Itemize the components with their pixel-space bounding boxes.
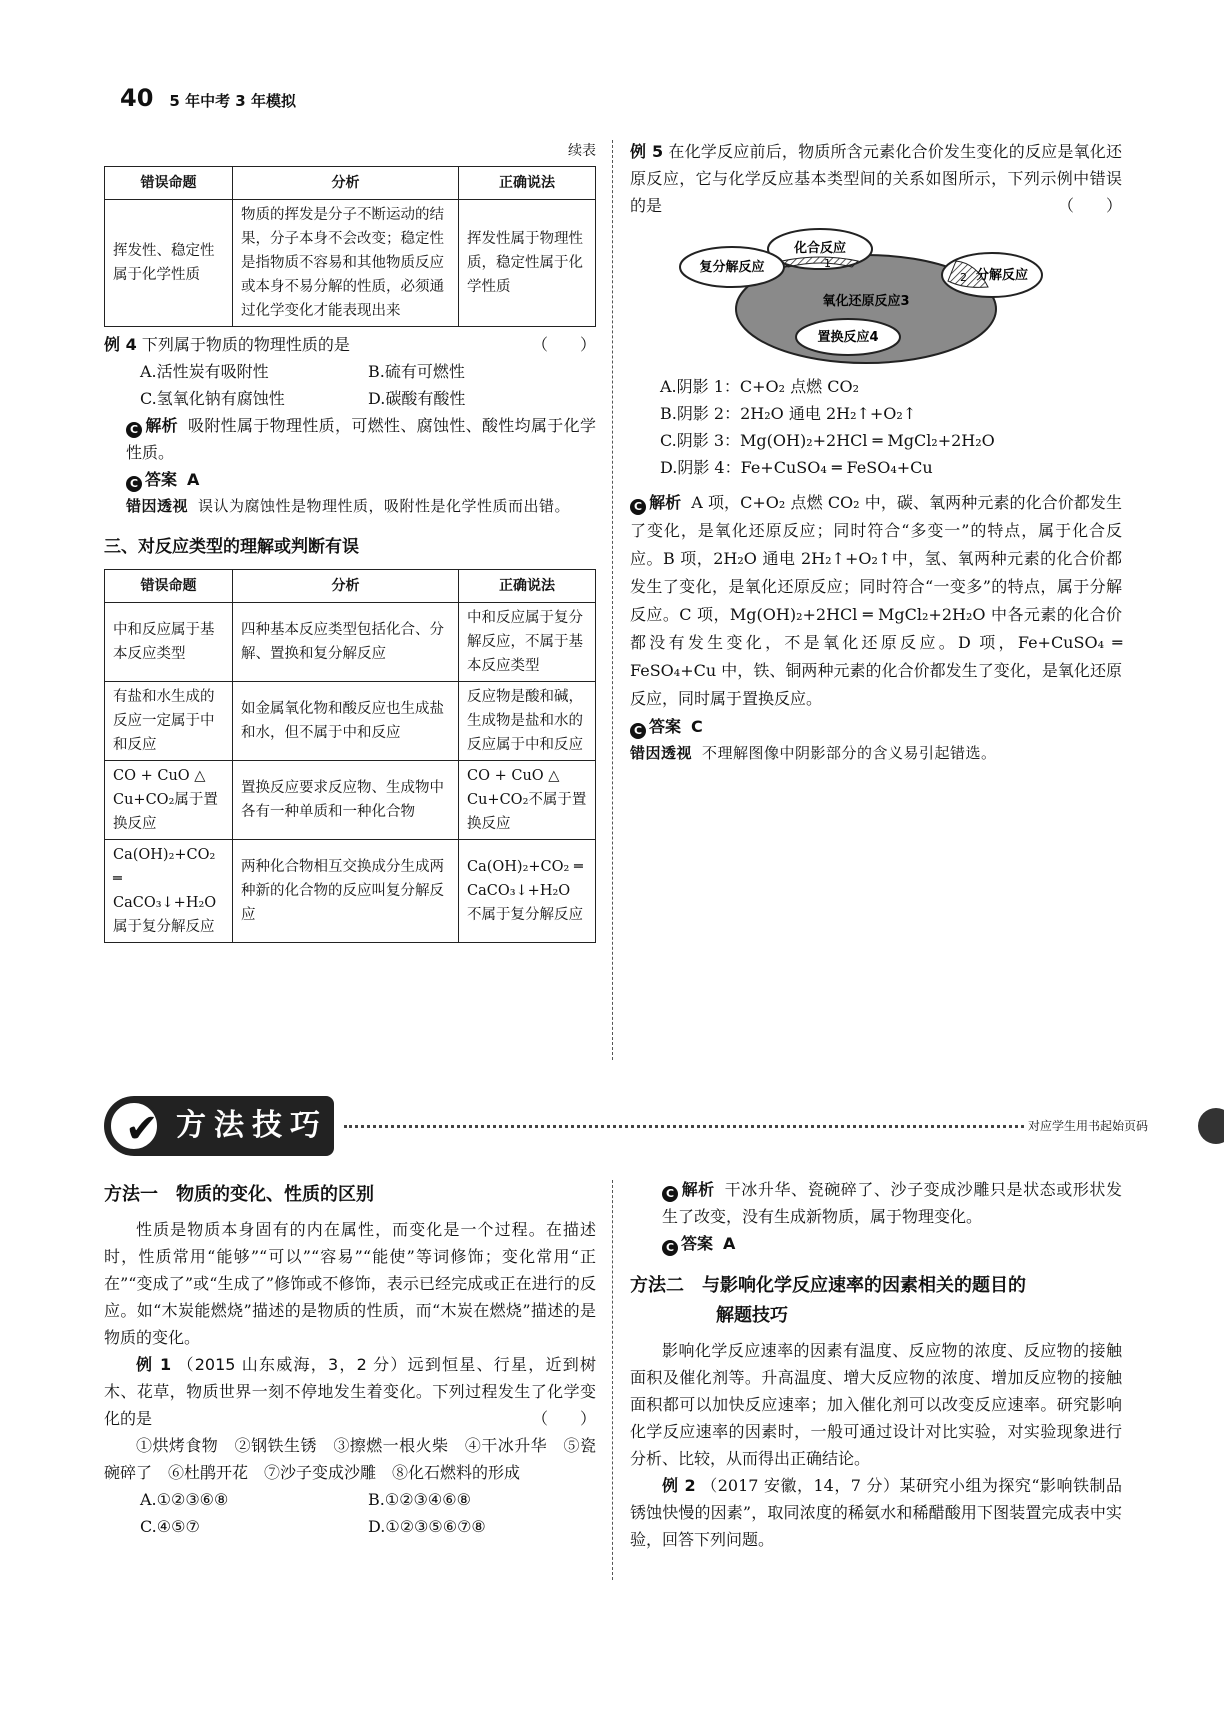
table-cell: CO + CuO △ Cu+CO₂属于置换反应: [105, 761, 233, 840]
section-title: 三、对反应类型的理解或判断有误: [104, 537, 359, 557]
table-header: 错误命题: [105, 570, 233, 603]
shade-2-mark: 2: [960, 271, 967, 284]
table-row: [105, 682, 596, 761]
table-row: [105, 761, 596, 840]
method-title: 方法一 物质的变化、性质的区别: [104, 1184, 374, 1205]
method-body: 性质是物质本身固有的内在属性，而变化是一个过程。在描述时，性质常用“能够”“可以”“容易”“能使”等词修饰；变化常用“正在”“变成了”或“生成了”修饰或不修饰，表示已经完成或正在进行的反应。如“木炭能燃烧”描述的是物质的性质，而“木炭在燃烧”描述的是物质的变化。: [104, 1220, 596, 1347]
diagram-svg: [660, 225, 1120, 365]
column-divider: [612, 140, 613, 1060]
reaction-type-diagram: [660, 225, 1120, 365]
question-text: 某研究小组为探究“影响铁制品锈蚀快慢的因素”，取同浓度的稀氨水和稀醋酸用下图装置完成表中实验，回答下列问题。: [630, 1476, 1122, 1549]
table-cell: 中和反应属于复分解反应，不属于基本反应类型: [459, 603, 596, 682]
method-title-line2: 解题技巧: [716, 1305, 788, 1326]
banner-circle: [108, 1100, 160, 1152]
table-cell: CO + CuO △ Cu+CO₂不属于置换反应: [459, 761, 596, 840]
option: C.氢氧化钠有腐蚀性: [140, 389, 285, 408]
decomposition-label: 分解反应: [975, 268, 1029, 283]
error-text: 不理解图像中阴影部分的含义易引起错选。: [702, 744, 997, 762]
question-text: 远到恒星、行星，近到树木、花草，物质世界一刻不停地发生着变化。下列过程发生了化学变化的是: [104, 1355, 596, 1428]
analysis: [104, 412, 596, 466]
method-body: 影响化学反应速率的因素有温度、反应物的浓度、反应物的接触面积及催化剂等。升高温度、增大反应物的浓度、增加反应物的接触面积都可以加快反应速率；加入催化剂可以改变反应速率。研究影响化学反应速率的因素时，一般可通过设计对比实验，对实验现象进行分析、比较，从而得出正确结论。: [630, 1341, 1122, 1468]
table-row: [105, 200, 596, 327]
table-cell: Ca(OH)₂+CO₂ ═ CaCO₃↓+H₂O 不属于复分解反应: [459, 840, 596, 943]
table-header: 正确说法: [459, 167, 596, 200]
options-row: [104, 1486, 596, 1513]
method-title: 方法二 与影响化学反应速率的因素相关的题目的: [630, 1275, 1026, 1296]
analysis: [630, 489, 1122, 713]
answer: [630, 1230, 1122, 1257]
example-label: 例 2: [662, 1476, 696, 1495]
banner-note: 对应学生用书起始页码: [1028, 1119, 1149, 1133]
left-column-bottom: [104, 1180, 596, 1540]
combination-label: 化合反应: [793, 241, 847, 256]
option: A.活性炭有吸附性: [140, 362, 269, 381]
analysis-text: 干冰升华、瓷碗碎了、沙子变成沙雕只是状态或形状发生了改变，没有生成新物质，属于物理变化。: [662, 1180, 1122, 1226]
table-cell: 中和反应属于基本反应类型: [105, 603, 233, 682]
example1-question: [104, 1351, 596, 1432]
error-note: [104, 493, 596, 520]
banner-dot-icon: [1198, 1108, 1224, 1144]
table-row: [105, 603, 596, 682]
table-cell: 挥发性属于物理性质，稳定性属于化学性质: [459, 200, 596, 327]
table-header: 错误命题: [105, 167, 233, 200]
table-header: 正确说法: [459, 570, 596, 603]
example-label: 例 1: [136, 1355, 172, 1374]
answer-value: A: [187, 470, 200, 489]
error-table-1: [104, 166, 596, 327]
table-cell: 物质的挥发是分子不断运动的结果，分子本身不会改变；稳定性是指物质不容易和其他物质反应或本身不易分解的性质，必须通过化学变化才能表现出来: [233, 200, 459, 327]
analysis-tag: 解析: [649, 493, 682, 512]
continued-label: 续表: [568, 143, 596, 159]
redox-label: 氧化还原反应3: [822, 294, 910, 309]
option: D.阴影 4：Fe+CuSO₄ ═ FeSO₄+Cu: [660, 458, 933, 477]
column-divider: [612, 1180, 613, 1580]
answer-icon: C: [126, 476, 142, 492]
option: C.阴影 3：Mg(OH)₂+2HCl ═ MgCl₂+2H₂O: [660, 431, 995, 450]
example-source: （2015 山东威海，3，2 分）: [177, 1355, 408, 1374]
table-cell: 挥发性、稳定性属于化学性质: [105, 200, 233, 327]
example-label: 例 5: [630, 142, 664, 161]
options-row: [104, 1513, 596, 1540]
example2-question: [630, 1472, 1122, 1553]
right-column-bottom: [630, 1176, 1122, 1553]
answer-value: C: [691, 717, 703, 736]
table-row: [105, 840, 596, 943]
answer: [104, 466, 596, 493]
analysis-text: 吸附性属于物理性质，可燃性、腐蚀性、酸性均属于化学性质。: [126, 416, 596, 462]
answer-tag: 答案: [681, 1234, 714, 1253]
answer-icon: C: [662, 1240, 678, 1256]
example-source: （2017 安徽，14，7 分）: [701, 1476, 900, 1495]
banner-dotted-line: [344, 1125, 1024, 1128]
option: A.①②③⑥⑧: [140, 1490, 229, 1509]
methods-banner: [104, 1096, 1149, 1156]
error-text: 误认为腐蚀性是物理性质，吸附性是化学性质而出错。: [198, 497, 571, 515]
error-tag: 错因透视: [630, 744, 693, 762]
option: B.硫有可燃性: [368, 362, 465, 381]
book-title: 5 年中考 3 年模拟: [169, 92, 296, 110]
error-tag: 错因透视: [126, 497, 189, 515]
option: C.④⑤⑦: [140, 1517, 200, 1536]
displacement-label: 置换反应4: [817, 330, 879, 345]
check-icon: ✔: [125, 1106, 159, 1152]
answer-tag: 答案: [145, 470, 178, 489]
option: D.①②③⑤⑥⑦⑧: [368, 1517, 486, 1536]
options-row: [104, 385, 596, 412]
table-cell: 置换反应要求反应物、生成物中各有一种单质和一种化合物: [233, 761, 459, 840]
answer-paren: （ ）: [1057, 196, 1122, 215]
double-decomposition-label: 复分解反应: [699, 260, 765, 275]
answer-tag: 答案: [649, 717, 682, 736]
table-cell: 反应物是酸和碱，生成物是盐和水的反应属于中和反应: [459, 682, 596, 761]
analysis-icon: C: [662, 1186, 678, 1202]
analysis: [630, 1176, 1122, 1230]
answer-paren: （ ）: [531, 1409, 596, 1428]
analysis-tag: 解析: [681, 1180, 715, 1199]
option: D.碳酸有酸性: [368, 389, 466, 408]
example1-items: ①烘烤食物 ②钢铁生锈 ③擦燃一根火柴 ④干冰升华 ⑤瓷碗碎了 ⑥杜鹃开花 ⑦沙子变成沙雕 ⑧化石燃料的形成: [104, 1436, 596, 1482]
answer-paren: （ ）: [531, 335, 596, 354]
example4-question: [104, 331, 596, 358]
analysis-text: A 项，C+O₂ 点燃 CO₂ 中，碳、氧两种元素的化合价都发生了变化，是氧化还原反应；同时符合“多变一”的特点，属于化合反应。B 项，2H₂O 通电 2H₂↑+O₂↑中，氢、氧两种元素的化合价都发生了变化，是氧化还原反应；同时符合“一变多”的特点，属于分解反应。C 项，Mg(OH)₂+2HCl ═ MgCl₂+2H₂O 中各元素的化合价都没有发生变化，不是氧化还原反应。D 项，Fe+CuSO₄ ═ FeSO₄+Cu 中，铁、铜两种元素的化合价都发生了变化，是氧化还原反应，同时属于置换反应。: [630, 493, 1122, 708]
analysis-tag: 解析: [145, 416, 178, 435]
question-text: 在化学反应前后，物质所含元素化合价发生变化的反应是氧化还原反应，它与化学反应基本类型间的关系如图所示，下列示例中错误的是: [630, 142, 1122, 215]
answer: [630, 713, 1122, 740]
options-row: [104, 358, 596, 385]
page-number: 40: [120, 84, 154, 112]
table-cell: 四种基本反应类型包括化合、分解、置换和复分解反应: [233, 603, 459, 682]
table-header: 分析: [233, 167, 459, 200]
table-cell: Ca(OH)₂+CO₂ ═ CaCO₃↓+H₂O 属于复分解反应: [105, 840, 233, 943]
option: B.①②③④⑥⑧: [368, 1490, 471, 1509]
left-column-top: [104, 140, 596, 943]
error-note: [630, 740, 1122, 767]
analysis-icon: C: [630, 499, 646, 515]
error-table-2: [104, 569, 596, 943]
table-cell: 如金属氧化物和酸反应也生成盐和水，但不属于中和反应: [233, 682, 459, 761]
question-text: 下列属于物质的物理性质的是: [141, 335, 350, 354]
shade-1-mark: 1: [824, 257, 831, 270]
option: A.阴影 1：C+O₂ 点燃 CO₂: [660, 377, 860, 396]
right-column-top: [630, 138, 1122, 767]
option: B.阴影 2：2H₂O 通电 2H₂↑+O₂↑: [660, 404, 917, 423]
banner-title: 方法技巧: [176, 1108, 328, 1143]
table-header: 分析: [233, 570, 459, 603]
table-cell: 有盐和水生成的反应一定属于中和反应: [105, 682, 233, 761]
table-cell: 两种化合物相互交换成分生成两种新的化合物的反应叫复分解反应: [233, 840, 459, 943]
example5-question: [630, 138, 1122, 219]
page-header: [120, 84, 296, 114]
answer-icon: C: [630, 723, 646, 739]
answer-value: A: [723, 1234, 736, 1253]
example-label: 例 4: [104, 335, 137, 354]
analysis-icon: C: [126, 422, 142, 438]
